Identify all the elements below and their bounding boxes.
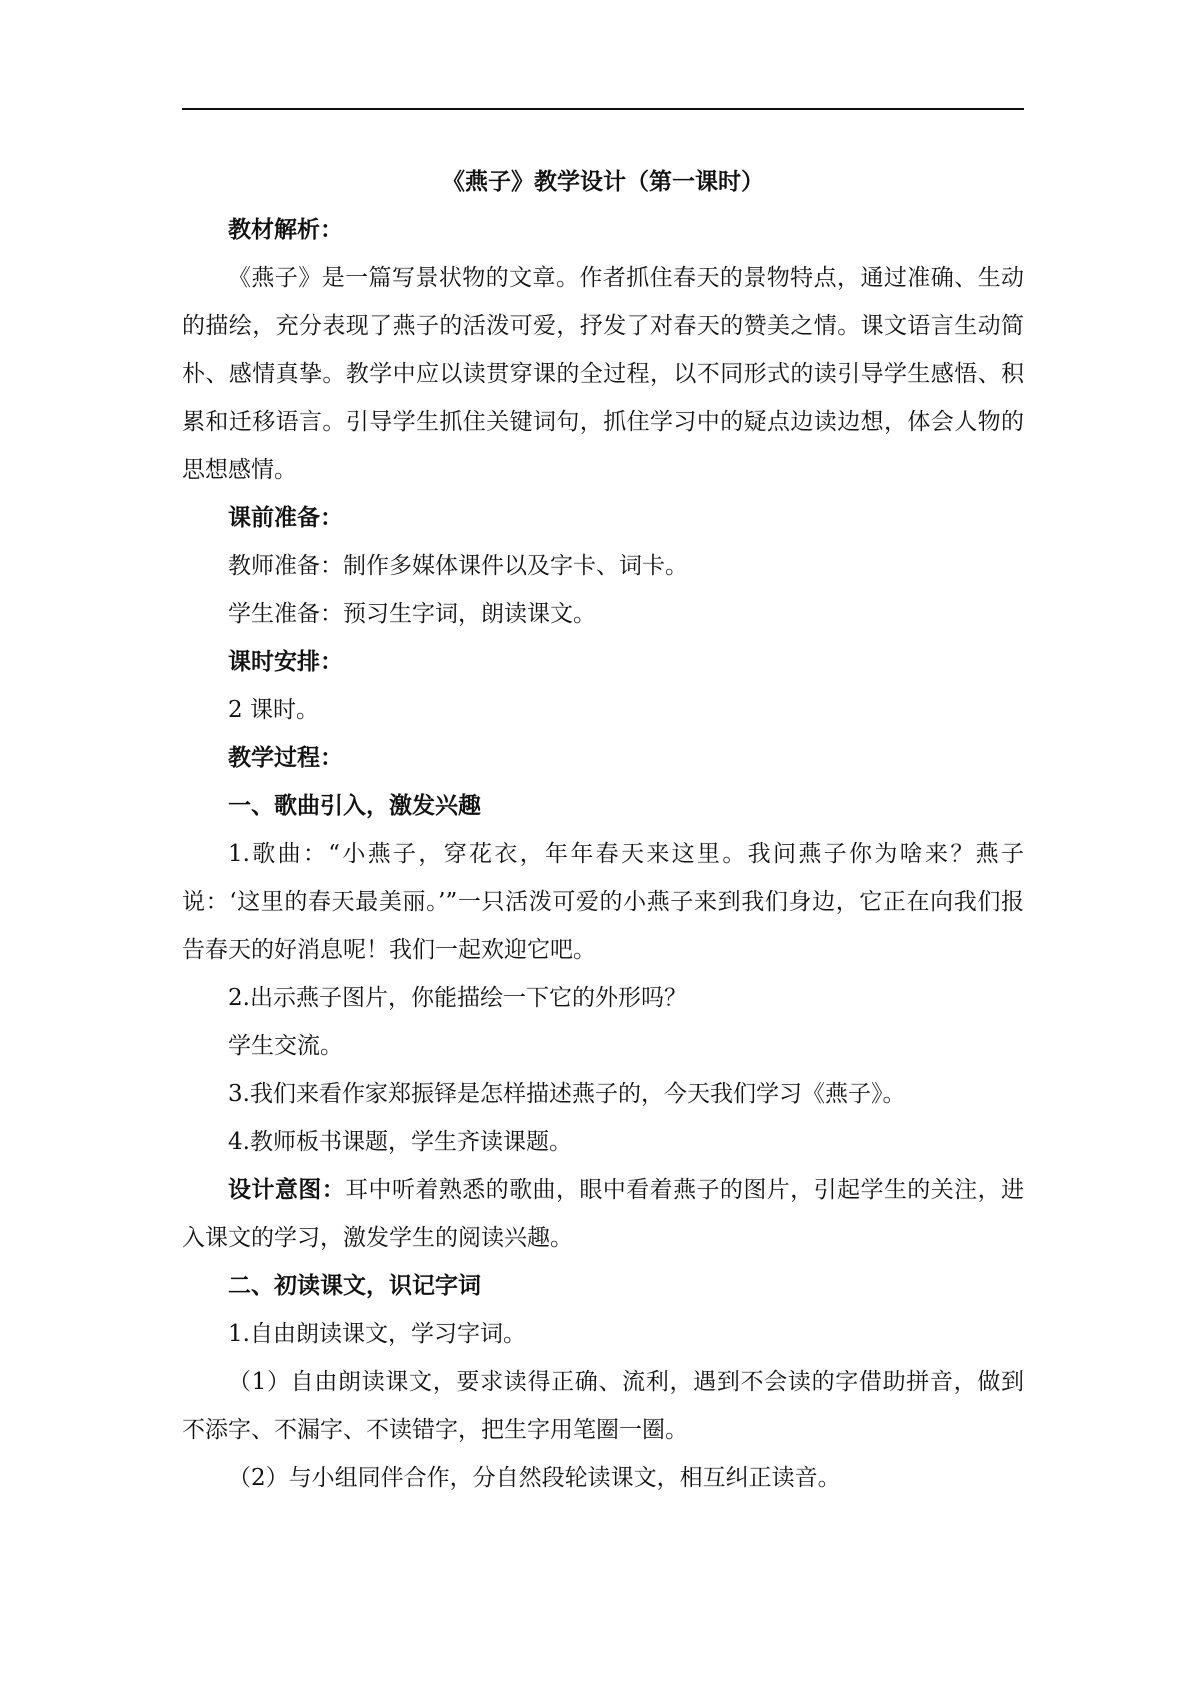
prep-teacher: 教师准备：制作多媒体课件以及字卡、词卡。 xyxy=(228,553,688,579)
part1-item2-note: 学生交流。 xyxy=(228,1033,343,1059)
intent-text: 耳中听着熟悉的歌曲，眼中看着燕子的图片，引起学生的关注，进入课文的学习，激发学生的阅读兴趣。 xyxy=(182,1177,1025,1251)
design-intent xyxy=(182,1166,1024,1262)
part2-item1: 1.自由朗读课文，学习字词。 xyxy=(228,1321,526,1347)
prep-heading: 课前准备： xyxy=(228,504,343,531)
intent-label: 设计意图： xyxy=(228,1176,346,1203)
document-title: 《燕子》教学设计（第一课时） xyxy=(442,168,764,195)
part2-sub2: （2）与小组同伴合作，分自然段轮读课文，相互纠正读音。 xyxy=(228,1465,841,1491)
part1-item4: 4.教师板书课题，学生齐读课题。 xyxy=(228,1129,572,1155)
part1-item3: 3.我们来看作家郑振铎是怎样描述燕子的，今天我们学习《燕子》。 xyxy=(228,1081,906,1107)
prep-student: 学生准备：预习生字词，朗读课文。 xyxy=(228,601,596,627)
part2-heading: 二、初读课文，识记字词 xyxy=(228,1272,481,1299)
document-body xyxy=(182,158,1024,1502)
schedule-text: 2 课时。 xyxy=(228,697,319,723)
schedule-heading: 课时安排： xyxy=(228,648,343,675)
part2-sub1: （1）自由朗读课文，要求读得正确、流利，遇到不会读的字借助拼音，做到不添字、不漏字、不读错字，把生字用笔圈一圈。 xyxy=(182,1369,1024,1443)
part1-item2: 2.出示燕子图片，你能描绘一下它的外形吗？ xyxy=(228,985,687,1011)
header-rule xyxy=(182,108,1024,110)
analysis-heading: 教材解析： xyxy=(228,216,343,243)
process-heading: 教学过程： xyxy=(228,744,343,771)
analysis-text: 《燕子》是一篇写景状物的文章。作者抓住春天的景物特点，通过准确、生动的描绘，充分表现了燕子的活泼可爱，抒发了对春天的赞美之情。课文语言生动简朴、感情真挚。教学中应以读贯穿课的全过程，以不同形式的读引导学生感悟、积累和迁移语言。引导学生抓住关键词句，抓住学习中的疑点边读边想，体会人物的思想感情。 xyxy=(182,265,1024,483)
part1-item1: 1.歌曲：“小燕子，穿花衣，年年春天来这里。我问燕子你为啥来？燕子说：‘这里的春天最美丽。’”一只活泼可爱的小燕子来到我们身边，它正在向我们报告春天的好消息呢！我们一起欢迎它吧。 xyxy=(182,841,1024,963)
part1-heading: 一、歌曲引入，激发兴趣 xyxy=(228,792,481,819)
